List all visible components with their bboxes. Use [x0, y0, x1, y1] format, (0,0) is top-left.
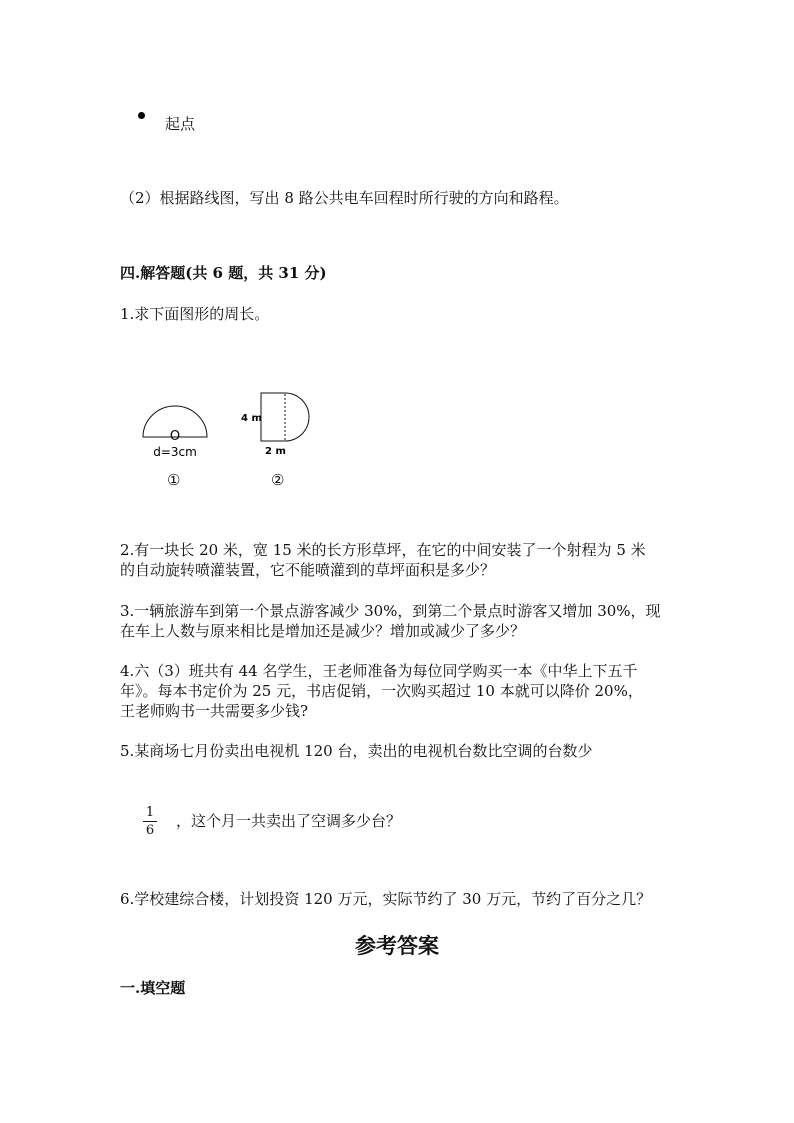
question-4-line-2: 年》。每本书定价为 25 元，书店促销，一次购买超过 10 本就可以降价 20%，: [120, 682, 643, 700]
question-5-line-2: ，这个月一共卖出了空调多少台？: [176, 812, 402, 830]
question-3-line-1: 3.一辆旅游车到第一个景点游客减少 30%，到第二个景点时游客又增加 30%，现: [120, 602, 661, 620]
start-point-label: 起点: [165, 115, 196, 133]
figure-1-number: ①: [167, 471, 181, 489]
figure-1-semicircle: [138, 400, 214, 464]
figure-1-center-label: O: [169, 429, 181, 444]
figure-2-number: ②: [271, 471, 285, 489]
question-1: 1.求下面图形的周长。: [120, 305, 270, 323]
part2-question: （2）根据路线图，写出 8 路公共电车回程时所行驶的方向和路程。: [120, 189, 569, 207]
question-4-line-1: 4.六（3）班共有 44 名学生，王老师准备为每位同学购买一本《中华上下五千: [120, 662, 638, 680]
start-point-dot: [138, 112, 145, 119]
figure-2-composite-shape: [238, 390, 318, 460]
question-6: 6.学校建综合楼，计划投资 120 万元，实际节约了 30 万元，节约了百分之几？: [120, 890, 652, 908]
figure-2-height-label: 4 m: [241, 413, 262, 424]
answer-section1-heading: 一.填空题: [120, 979, 186, 997]
question-2-line-1: 2.有一块长 20 米，宽 15 米的长方形草坪，在它的中间安装了一个射程为 5 米: [120, 541, 646, 559]
question-5-fraction: [143, 805, 157, 838]
fraction-numerator: 1: [145, 805, 155, 820]
section4-heading: 四.解答题(共 6 题，共 31 分): [120, 264, 327, 282]
question-4-line-3: 王老师购书一共需要多少钱?: [120, 702, 309, 720]
question-5-line-1: 5.某商场七月份卖出电视机 120 台，卖出的电视机台数比空调的台数少: [120, 742, 593, 760]
figure-2-width-label: 2 m: [265, 446, 286, 457]
fraction-denominator: 6: [145, 823, 155, 838]
answer-key-title: 参考答案: [355, 933, 439, 958]
question-2-line-2: 的自动旋转喷灌装置，它不能喷灌到的草坪面积是多少？: [120, 561, 496, 579]
figure-1-dimension-label: d=3cm: [153, 445, 197, 459]
question-3-line-2: 在车上人数与原来相比是增加还是减少？增加或减少了多少？: [120, 622, 526, 640]
